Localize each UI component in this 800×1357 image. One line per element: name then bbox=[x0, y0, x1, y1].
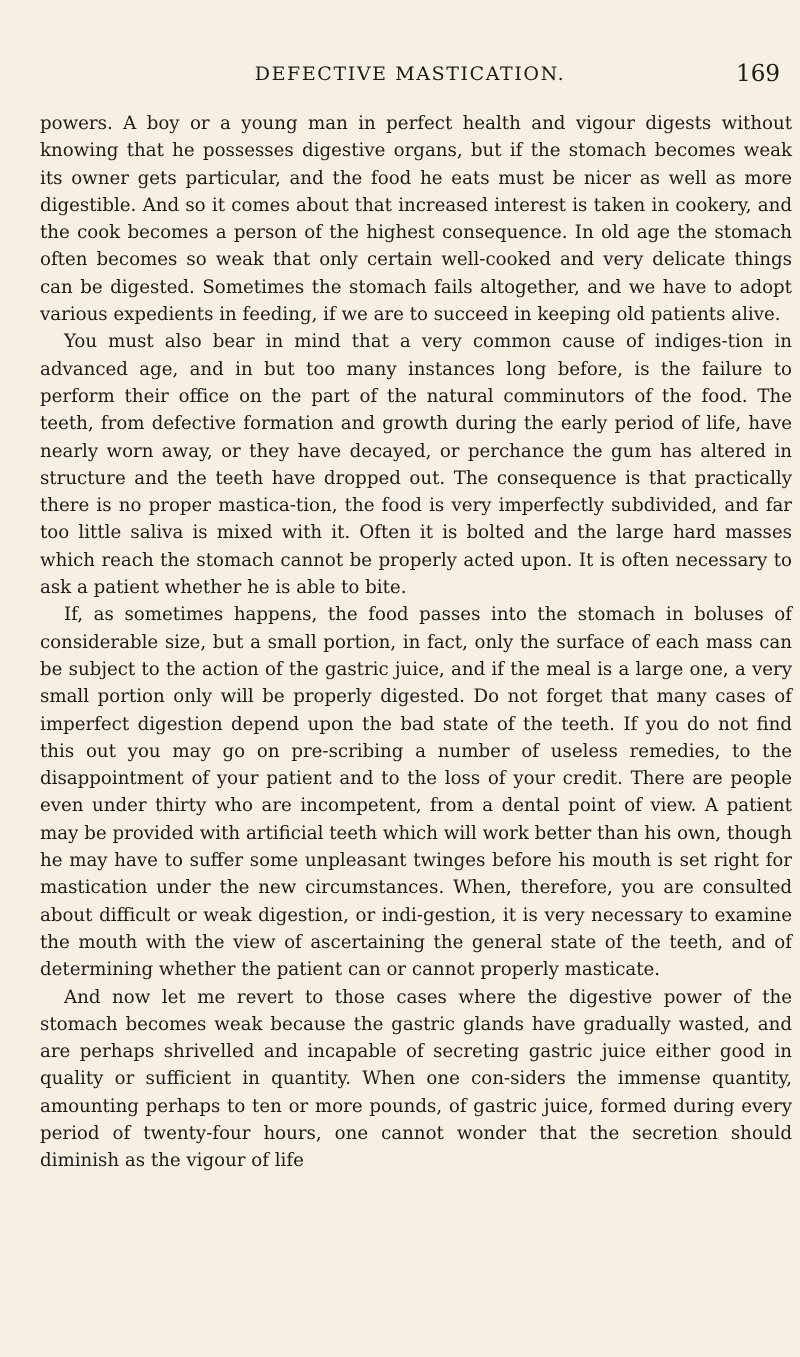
paragraph-continued: powers. A boy or a young man in perfect health and vigour digests without knowing that he possesses digestive organs, but if the stomach becomes weak its owner gets particular, and the food he eats must be nicer as well as more digestible. And so it comes about that increased interest is taken in cookery, and the cook becomes a person of the highest consequence. In old age the stomach often becomes so weak that only certain well-cooked and very delicate things can be digested. Sometimes the stomach fails altogether, and we have to adopt various expedients in feeding, if we are to succeed in keeping old patients alive. bbox=[40, 113, 792, 326]
page-number: 169 bbox=[736, 61, 780, 87]
paragraph-boluses: If, as sometimes happens, the food passes into the stomach in boluses of considerable size, but a small portion, in fact, only the surface of each mass can be subject to the action of the gastric juice, and if the meal is a large one, a very small portion only will be properly digested. Do not forget that many cases of imperfect digestion depend upon the bad state of the teeth. If you do not find this out you may go on pre-scribing a number of useless remedies, to the disappointment of your patient and to the loss of your credit. There are people even under thirty who are incompetent, from a dental point of view. A patient may be provided with artificial teeth which will work better than his own, though he may have to suffer some unpleasant twinges before his mouth is set right for mastication under the new circumstances. When, therefore, you are consulted about difficult or weak digestion, or indi-gestion, it is very necessary to examine the mouth with the view of ascertaining the general state of the teeth, and of determining whether the patient can or cannot properly masticate. bbox=[40, 604, 792, 981]
running-head bbox=[40, 59, 780, 89]
paragraph-indigestion-teeth: You must also bear in mind that a very common cause of indiges-tion in advanced age, and in but too many instances long before, is the failure to perform their office on the part of the natural comminutors of the food. The teeth, from defective formation and growth during the early period of life, have nearly worn away, or they have decayed, or perchance the gum has altered in structure and the teeth have dropped out. The consequence is that practically there is no proper mastica-tion, the food is very imperfectly subdivided, and far too little saliva is mixed with it. Often it is bolted and the large hard masses which reach the stomach cannot be properly acted upon. It is often necessary to ask a patient whether he is able to bite. bbox=[40, 331, 792, 599]
running-title: DEFECTIVE MASTICATION. bbox=[254, 63, 566, 85]
body-text bbox=[40, 110, 792, 1175]
paragraph-gastric-glands: And now let me revert to those cases where the digestive power of the stomach becomes weak because the gastric glands have gradually wasted, and are perhaps shrivelled and incapable of secreting gastric juice either good in quality or sufficient in quantity. When one con-siders the immense quantity, amounting perhaps to ten or more pounds, of gastric juice, formed during every period of twenty-four hours, one cannot wonder that the secretion should diminish as the vigour of life bbox=[40, 986, 792, 1172]
